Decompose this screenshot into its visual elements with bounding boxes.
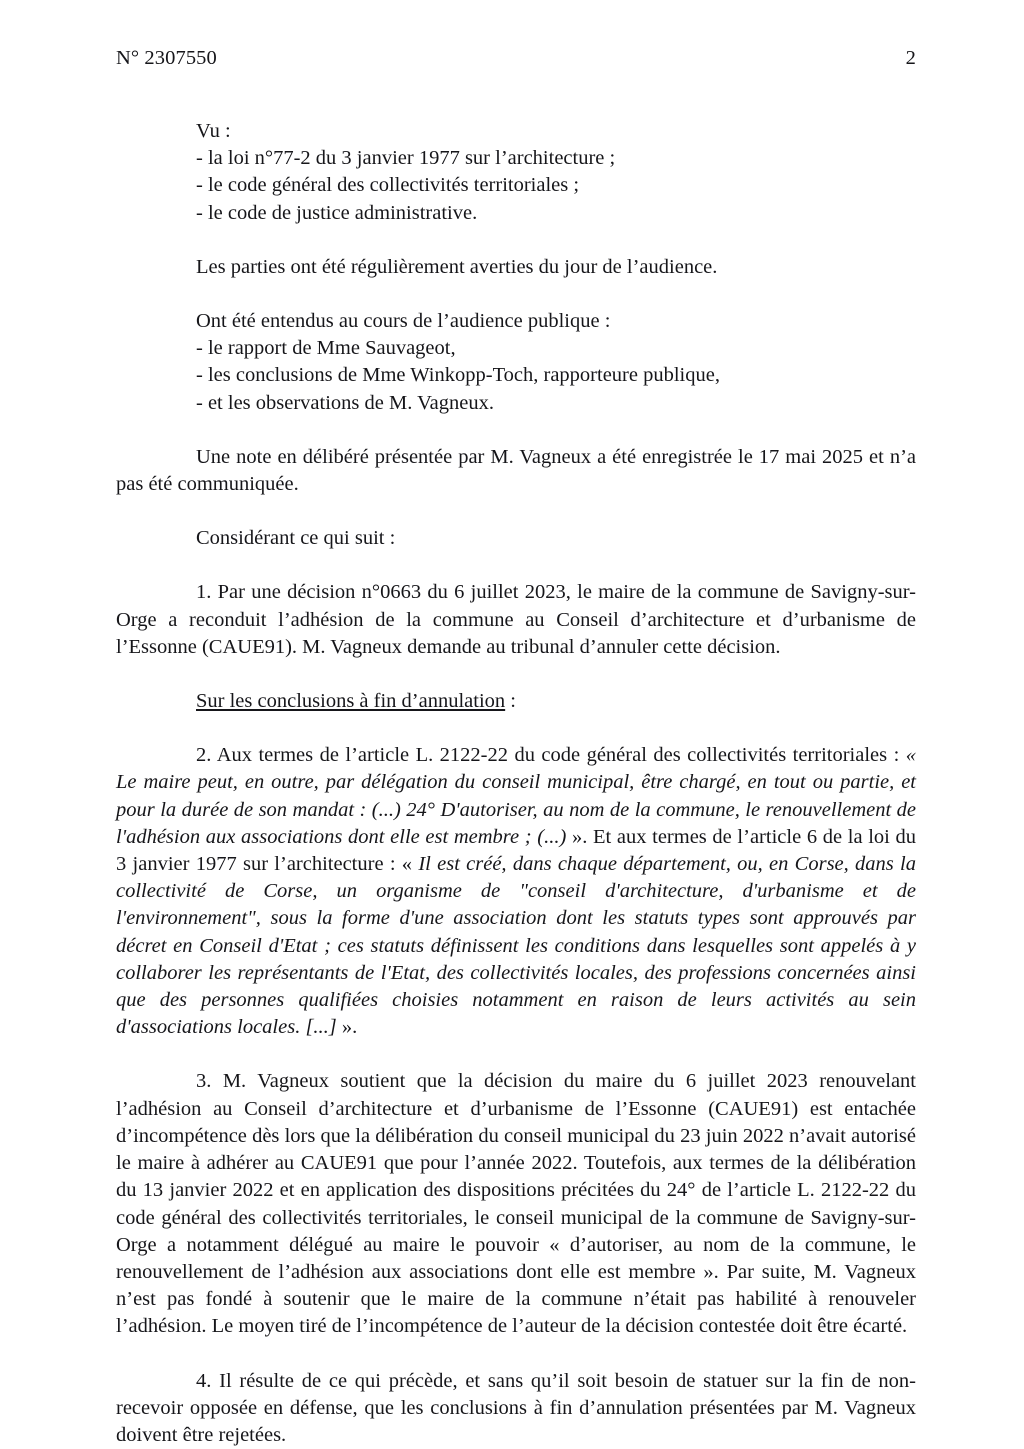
paragraph-1: 1. Par une décision n°0663 du 6 juillet 2023, le maire de la commune de Savigny-sur-Orge a reconduit l’adhésion de la commune au Conseil d’architecture et d’urbanisme de l’Essonne (CAUE91). M. Vagneux demande au tribunal d’annuler cette décision. (116, 581, 916, 658)
notice-block (116, 254, 916, 281)
hearing-item: - le rapport de Mme Sauvageot, (196, 337, 456, 360)
vu-item: - le code de justice administrative. (196, 201, 478, 224)
statute-quote-architecture-law: Il est créé, dans chaque département, ou, en Corse, dans la collectivité de Corse, un organisme de "conseil d'architecture, d'urbanisme et de l'environnement", sous la forme d'une association dont les statuts types sont approuvés par décret en Conseil d'Etat ; ces statuts définissent les conditions dans lesquelles sont appelés à y collaborer les représentants de l'Etat, des collectivités locales, des professions concernées ainsi que des personnes qualifiées choisies notamment en raison de leurs activités au sein d'associations locales. [...] (116, 853, 916, 1039)
considerant-line: Considérant ce qui suit : (196, 527, 396, 550)
case-number: N° 2307550 (116, 47, 217, 69)
vu-intro: Vu : (196, 120, 231, 142)
paragraph-3: 3. M. Vagneux soutient que la décision du maire du 6 juillet 2023 renouvelant l’adhésion au Conseil d’architecture et d’urbanisme de l’Essonne (CAUE91) est entachée d’incompétence dès lors que la délibération du conseil municipal du 23 juin 2022 n’avait autorisé le maire à adhérer au CAUE91 que pour l’année 2022. Toutefois, aux termes de la délibération du 13 janvier 2022 et en application des dispositions précitées du 24° de l’article L. 2122-22 du code général des collectivités territoriales, le conseil municipal de la commune de Savigny-sur-Orge a notamment délégué au maire le pouvoir « d’autoriser, au nom de la commune, le renouvellement de l’adhésion aux associations dont elle est membre ». Par suite, M. Vagneux n’est pas fondé à soutenir que le maire de la commune n’était pas habilité à renouveler l’adhésion. Le moyen tiré de l’incompétence de l’auteur de la décision contestée doit être écarté. (116, 1070, 916, 1338)
considerant-block (116, 525, 916, 552)
vu-item: - la loi n°77-2 du 3 janvier 1977 sur l’architecture ; (196, 147, 616, 170)
hearing-item: - et les observations de M. Vagneux. (196, 391, 494, 414)
paragraph-2-tail: ». (341, 1016, 358, 1039)
subheading-colon: : (505, 690, 516, 713)
paragraph-2-lead: 2. Aux termes de l’article L. 2122-22 du code général des collectivités territoriales : (196, 744, 906, 767)
section-subheading (116, 688, 916, 715)
subheading-text: Sur les conclusions à fin d’annulation (196, 690, 506, 713)
hearing-item: - les conclusions de Mme Winkopp-Toch, rapporteure publique, (196, 364, 720, 387)
hearing-block (116, 308, 916, 417)
vu-block (116, 118, 916, 227)
paragraph-2 (116, 742, 916, 1041)
paragraph-4: 4. Il résulte de ce qui précède, et sans qu’il soit besoin de statuer sur la fin de non-recevoir opposée en défense, que les conclusions à fin d’annulation présentées par M. Vagneux doivent être rejetées. (116, 1369, 916, 1446)
page-header (116, 46, 916, 71)
paragraph-2-mid: ». Et aux termes de l’article 6 de la loi du 3 janvier 1977 sur l’architecture : « (116, 825, 916, 876)
document-body (116, 118, 916, 1449)
hearing-intro: Ont été entendus au cours de l’audience publique : (196, 310, 611, 333)
parties-notice: Les parties ont été régulièrement averties du jour de l’audience. (196, 255, 718, 278)
vu-item: - le code général des collectivités territoriales ; (196, 174, 580, 197)
statute-quote-cgct: « Le maire peut, en outre, par délégation du conseil municipal, être chargé, en tout ou partie, et pour la durée de son mandat : (...) 24° D'autoriser, au nom de la commune, le renouvellement de l'adhésion aux associations dont elle est membre ; (...) (116, 744, 916, 848)
note-en-delibere-paragraph: Une note en délibéré présentée par M. Vagneux a été enregistrée le 17 mai 2025 et n’a pas été communiquée. (116, 445, 916, 496)
page-number: 2 (905, 47, 916, 69)
